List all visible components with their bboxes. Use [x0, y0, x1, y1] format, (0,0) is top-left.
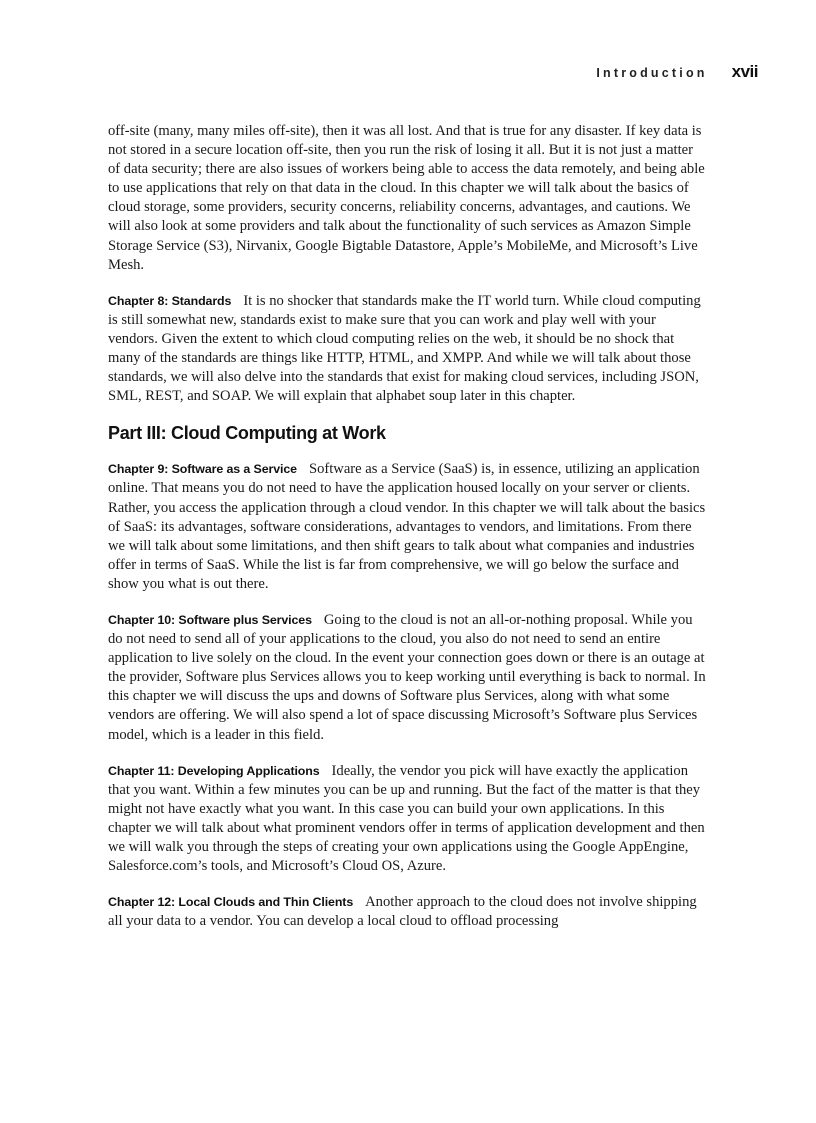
- chapter-entry: [108, 893, 708, 931]
- page-number: xvii: [731, 62, 758, 81]
- chapter-entry: [108, 611, 708, 745]
- chapter-description: It is no shocker that standards make the IT world turn. While cloud computing is still somewhat new, standards exist to make sure that you can work and play well with your vendors. Given the extent to which cloud computing relies on the web, it should be no shock that many of the standards are things like HTTP, HTML, and XMPP. And while we will talk about those standards, we will also delve into the standards that exist for making cloud services, including JSON, SML, REST, and SOAP. We will explain that alphabet soup later in this chapter.: [108, 292, 701, 405]
- page-body: [108, 122, 708, 948]
- intro-paragraph: off-site (many, many miles off-site), then it was all lost. And that is true for any disaster. If key data is not stored in a secure location off-site, then you run the risk of losing it all. But it is not just a matter of data security; there are also issues of workers being able to access the data remotely, and being able to use applications that rely on that data in the cloud. In this chapter we will talk about the basics of cloud storage, some providers, security concerns, reliability concerns, advantages, and cautions. We will also look at some providers and talk about the functionality of such services as Amazon Simple Storage Service (S3), Nirvanix, Google Bigtable Datastore, Apple’s MobileMe, and Microsoft’s Live Mesh.: [108, 123, 705, 273]
- chapter-heading: Chapter 9: Software as a Service: [108, 462, 297, 477]
- chapter-description: Software as a Service (SaaS) is, in essence, utilizing an application online. That means you do not need to have the application housed locally on your server or clients. Rather, you access the application through a cloud vendor. In this chapter we will talk about the basics of SaaS: its advantages, software considerations, advantages to vendors, and limitations. From there we will talk about some limitations, and then shift gears to talk about what companies and industries offer in terms of SaaS. While the list is far from comprehensive, we will go below the surface and show you what is out there.: [108, 461, 706, 592]
- chapter-heading: Chapter 12: Local Clouds and Thin Clients: [108, 895, 354, 910]
- chapter-heading: Chapter 8: Standards: [108, 293, 232, 308]
- chapter-description: Ideally, the vendor you pick will have exactly the application that you want. Within a few minutes you can be up and running. But the fact of the matter is that they might not have exactly what you want. In this case you can build your own applications. In this chapter we will talk about what prominent vendors offer in terms of application development and then we will walk you through the steps of creating your own applications using the Google AppEngine, Salesforce.com’s tools, and Microsoft’s Cloud OS, Azure.: [108, 762, 705, 875]
- chapter-description: Another approach to the cloud does not involve shipping all your data to a vendor. You can develop a local cloud to offload processing: [108, 894, 697, 930]
- chapter-entry: [108, 762, 708, 877]
- chapter-entry: [108, 292, 708, 407]
- part-heading: Part III: Cloud Computing at Work: [108, 423, 386, 444]
- running-head: [596, 62, 758, 82]
- running-head-section: Introduction: [596, 66, 708, 80]
- chapter-heading: Chapter 10: Software plus Services: [108, 612, 312, 627]
- chapter-entry: [108, 460, 708, 594]
- chapter-description: Going to the cloud is not an all-or-nothing proposal. While you do not need to send all of your applications to the cloud, you also do not need to send an entire application to live solely on the cloud. In the event your connection goes down or there is an outage at the provider, Software plus Services allows you to keep working until everything is back to normal. In this chapter we will discuss the ups and downs of Software plus Services, along with what some vendors are offering. We will also spend a lot of space discussing Microsoft’s Software plus Services model, which is a leader in this field.: [108, 611, 706, 743]
- chapter-heading: Chapter 11: Developing Applications: [108, 763, 320, 778]
